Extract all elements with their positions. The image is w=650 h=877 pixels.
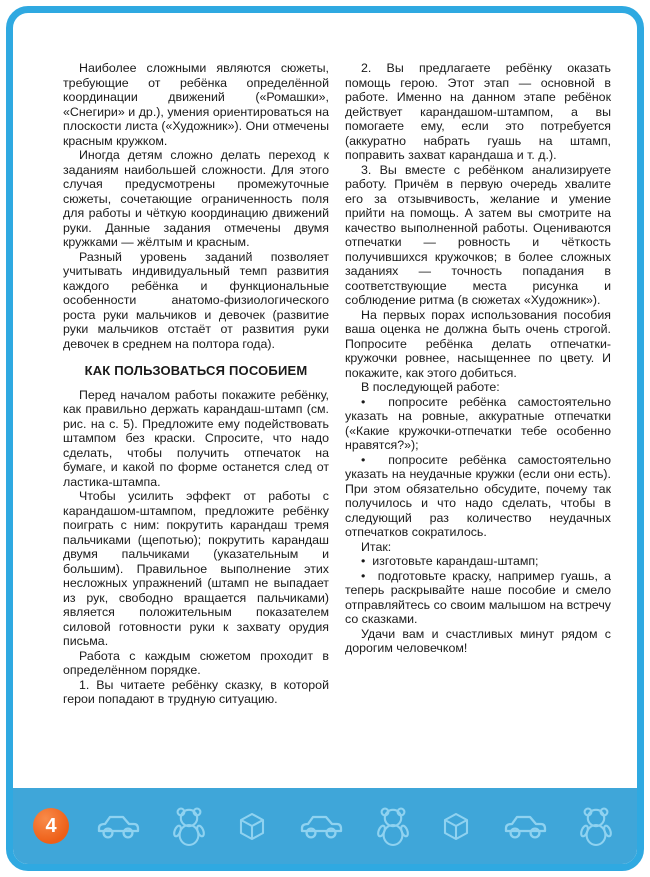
- bullet-item: • изготовьте карандаш-штамп;: [345, 554, 611, 569]
- left-column: [63, 61, 329, 772]
- footer-icons: [95, 805, 613, 847]
- section-heading: КАК ПОЛЬЗОВАТЬСЯ ПОСОБИЕМ: [84, 363, 308, 378]
- block-icon: [441, 809, 471, 843]
- bullet-item: • подготовьте краску, например гуашь, а теперь раскрывайте наше пособие и смело отправляйтесь со своим малышом на встречу со сказками.: [345, 569, 611, 627]
- bullet-item: • попросите ребёнка самостоятельно указать на ровные, аккуратные отпечатки («Какие кружочки-отпечатки тебе особенно нравятся?»);: [345, 395, 611, 453]
- bear-icon: [376, 805, 410, 847]
- paragraph: Разный уровень заданий позволяет учитывать индивидуальный темп развития каждого ребёнка и функциональные особенности анатомо-физиологического роста руки мальчиков и девочек (развитие руки мальчиков отстаёт от развития руки девочек в среднем на полтора года).: [63, 249, 329, 351]
- paragraph: Иногда детям сложно делать переход к заданиям наибольшей сложности. Для этого случая предусмотрены промежуточные сюжеты, сочетающие ограниченность поля для работы и чёткую координацию движений руки. Данные задания отмечены двумя кружками — жёлтым и красным.: [63, 148, 329, 249]
- paragraph: Итак:: [361, 539, 392, 554]
- page-number-badge: [33, 808, 69, 844]
- bear-icon: [172, 805, 206, 847]
- numbered-item: 1. Вы читаете ребёнку сказку, в которой герои попадают в трудную ситуацию.: [63, 677, 329, 706]
- paragraph: На первых порах использования пособия ваша оценка не должна быть очень строгой. Попросите ребёнка делать отпечатки-кружочки ровнее, насыщеннее по цвету. И покажите, как этого добиться.: [345, 307, 611, 380]
- bullet-item: • попросите ребёнка самостоятельно указать на неудачные кружки (если они есть). При этом обязательно обсудите, почему так получилось и что надо сделать, чтобы в следующий раз количество неудачных отпечатков сократилось.: [345, 453, 611, 540]
- page-border-frame: [6, 6, 644, 871]
- paragraph: Чтобы усилить эффект от работы с карандашом-штампом, предложите ребёнку поиграть с ним: покрутить карандаш тремя пальчиками (щепотью); покрутить карандаш двумя пальчиками (указательным и большим). Правильное выполнение этих несложных упражнений (штамп не выпадает из рук, свободно вращается пальчиками) является положительным показателем силовой готовности руки к захвату орудия письма.: [63, 489, 329, 648]
- paragraph: Работа с каждым сюжетом проходит в определённом порядке.: [63, 648, 329, 677]
- paragraph: В последующей работе:: [361, 380, 500, 394]
- paragraph: Удачи вам и счастливых минут рядом с дорогим человечком!: [345, 626, 611, 655]
- paragraph: Наиболее сложными являются сюжеты, требующие от ребёнка определённой координации движений («Ромашки», «Снегири» и др.), умения ориентироваться на плоскости листа («Художник»). Они отмечены красным кружком.: [63, 61, 329, 148]
- numbered-item: 3. Вы вместе с ребёнком анализируете работу. Причём в первую очередь хвалите его за отзывчивость, желание и умение прийти на помощь. А затем вы смотрите на качество выполненной работы. Оцениваются отпечатки — ровность и чёткость получившихся кружочков; в более сложных заданиях — точность попадания в соответствующие места рисунка и соблюдение ритма (в сюжетах «Художник»).: [345, 162, 611, 307]
- paragraph: Перед началом работы покажите ребёнку, как правильно держать карандаш-штамп (см. рис. на с. 5). Предложите ему подействовать штампом без краски. Спросите, что надо сделать, чтобы получить отпечаток на бумаге, и какой по форме останется след от ластика-штампа.: [63, 387, 329, 489]
- bear-icon: [579, 805, 613, 847]
- block-icon: [237, 809, 267, 843]
- car-icon: [298, 812, 344, 840]
- car-icon: [502, 812, 548, 840]
- page-number: 4: [45, 814, 57, 837]
- numbered-item: 2. Вы предлагаете ребёнку оказать помощь герою. Этот этап — основной в работе. Именно на данном этапе ребёнок действует карандашом-штампом, а вы помогаете ему, если это потребуется (аккуратно набрать гуашь на штамп, поправить захват карандаша и т. д.).: [345, 61, 611, 162]
- page-content: [63, 61, 611, 772]
- footer-band: [13, 788, 637, 864]
- car-icon: [95, 812, 141, 840]
- right-column: [345, 61, 611, 772]
